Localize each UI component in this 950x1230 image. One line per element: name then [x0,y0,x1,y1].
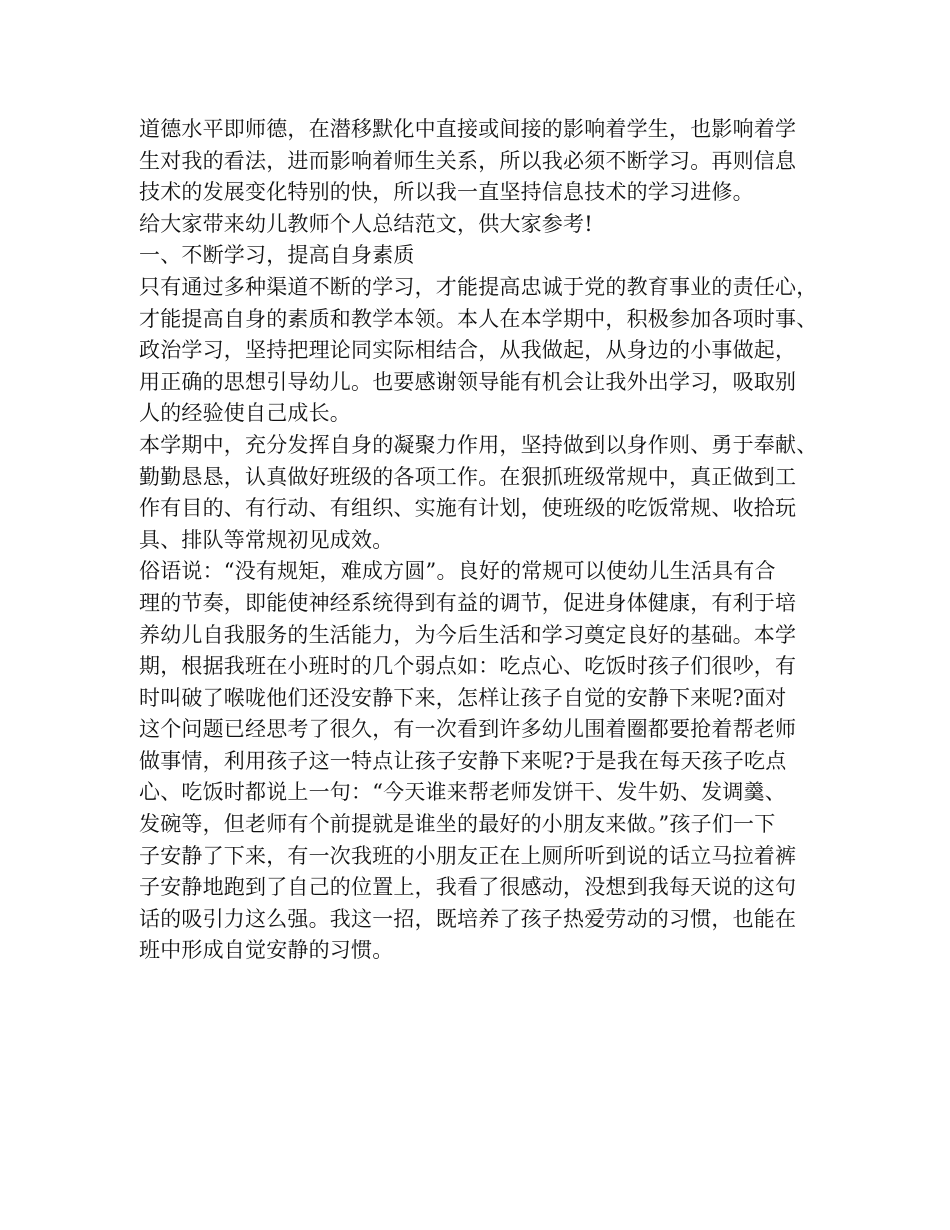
text-line-18: 期，根据我班在小班时的几个弱点如：吃点心、吃饭时孩子们很吵，有 [139,654,797,679]
document-body [139,114,829,967]
text-line-2: 生对我的看法，进而影响着师生关系，所以我必须不断学习。再则信息 [139,148,797,173]
text-line-27: 班中形成自觉安静的习惯。 [139,938,394,963]
text-line-11: 本学期中，充分发挥自身的凝聚力作用，坚持做到以身作则、勇于奉献、 [139,432,818,457]
section-heading: 一、不断学习，提高自身素质 [139,243,415,268]
text-line-16: 理的节奏，即能使神经系统得到有益的调节，促进身体健康，有利于培 [139,590,797,615]
text-line-6: 只有通过多种渠道不断的学习，才能提高忠诚于党的教育事业的责任心， [139,274,818,299]
text-line-3: 技术的发展变化特别的快，所以我一直坚持信息技术的学习进修。 [139,180,754,205]
text-line-17: 养幼儿自我服务的生活能力，为今后生活和学习奠定良好的基础。本学 [139,622,797,647]
text-line-22: 心、吃饭时都说上一句：“今天谁来帮老师发饼干、发牛奶、发调羹、 [139,780,786,805]
text-line-8: 政治学习，坚持把理论同实际相结合，从我做起，从身边的小事做起， [139,338,797,363]
text-line-23: 发碗等，但老师有个前提就是谁坐的最好的小朋友来做。”孩子们一下 [139,812,776,837]
text-line-15: 俗语说：“没有规矩，难成方圆”。良好的常规可以使幼儿生活具有合 [139,559,776,584]
text-line-20: 这个问题已经思考了很久，有一次看到许多幼儿围着圈都要抢着帮老师 [139,717,797,742]
text-line-1: 道德水平即师德，在潜移默化中直接或间接的影响着学生，也影响着学 [139,117,797,141]
text-line-4: 给大家带来幼儿教师个人总结范文，供大家参考! [139,211,593,236]
text-line-19: 时叫破了喉咙他们还没安静下来，怎样让孩子自觉的安静下来呢?面对 [139,685,787,710]
text-line-12: 勤勤恳恳，认真做好班级的各项工作。在狠抓班级常规中，真正做到工 [139,464,797,489]
text-line-9: 用正确的思想引导幼儿。也要感谢领导能有机会让我外出学习，吸取别 [139,369,797,394]
text-line-26: 话的吸引力这么强。我这一招，既培养了孩子热爱劳动的习惯，也能在 [139,906,797,931]
text-line-7: 才能提高自身的素质和教学本领。本人在本学期中，积极参加各项时事、 [139,306,818,331]
text-line-10: 人的经验使自己成长。 [139,401,351,426]
text-line-14: 具、排队等常规初见成效。 [139,527,394,552]
text-line-24: 子安静了下来，有一次我班的小朋友正在上厕所听到说的话立马拉着裤 [139,843,797,868]
text-line-21: 做事情，利用孩子这一特点让孩子安静下来呢?于是我在每天孩子吃点 [139,748,787,773]
text-line-13: 作有目的、有行动、有组织、实施有计划，使班级的吃饭常规、收拾玩 [139,496,797,521]
text-line-25: 子安静地跑到了自己的位置上，我看了很感动，没想到我每天说的这句 [139,875,797,900]
